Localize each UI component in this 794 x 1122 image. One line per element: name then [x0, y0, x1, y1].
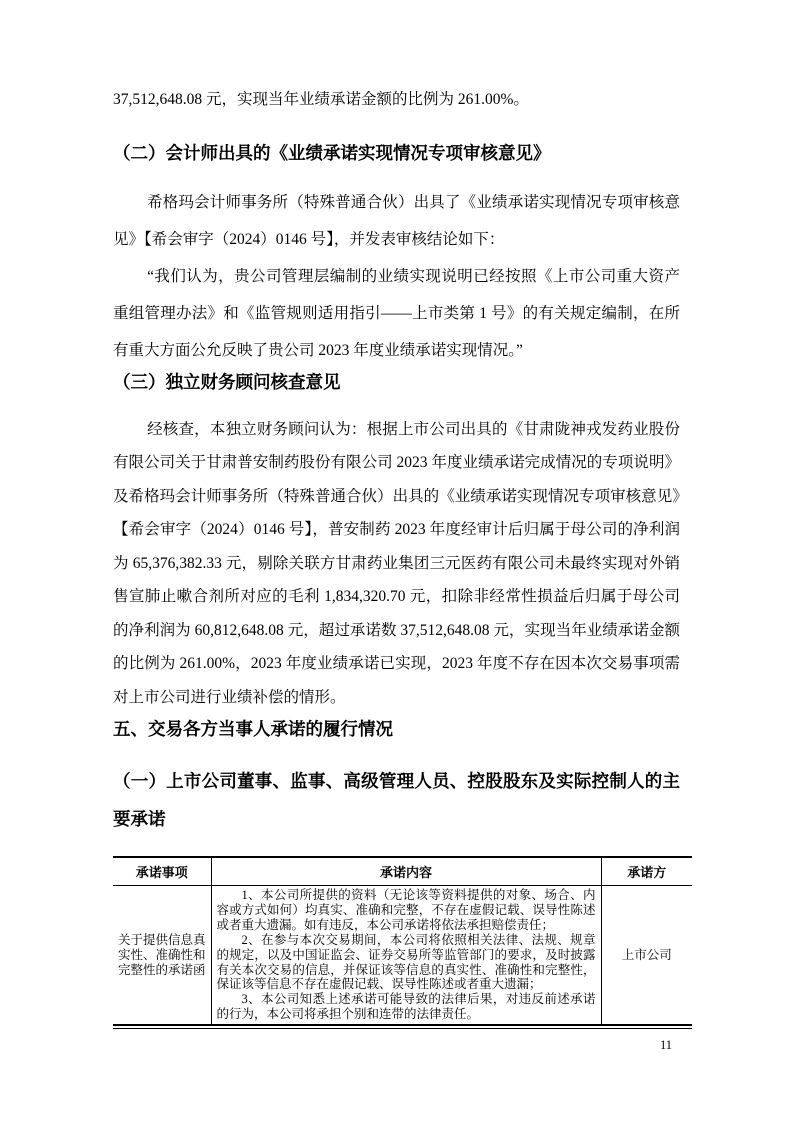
- page-number: 11: [660, 1038, 673, 1052]
- paragraph-audit-quote: “我们认为，贵公司管理层编制的业绩实现说明已经按照《上市公司重大资产重组管理办法》和《监管规则适用指引——上市类第 1 号》的有关规定编制，在所有重大方面公允反映了贵公司 2023 年度业绩承诺实现情况。”: [113, 268, 680, 359]
- commitments-table-wrapper: [113, 856, 692, 1029]
- cell-commitment-content: [211, 886, 601, 1026]
- commitments-table: [113, 856, 692, 1026]
- table-row: [113, 886, 692, 1026]
- column-header-commitment-party: 承诺方: [601, 857, 692, 886]
- column-header-commitment-content: 承诺内容: [211, 857, 601, 886]
- heading-section-3: （三）独立财务顾问核查意见: [113, 372, 341, 392]
- heading-section-2: （二）会计师出具的《业绩承诺实现情况专项审核意见》: [113, 143, 551, 163]
- paragraph-continuation: 37,512,648.08 元，实现当年业绩承诺金额的比例为 261.00%。: [113, 91, 529, 108]
- paragraph-accountant: 希格玛会计师事务所（特殊普通合伙）出具了《业绩承诺实现情况专项审核意见》【希会审字（2024）0146 号】，并发表审核结论如下：: [113, 194, 680, 248]
- commitment-clause-2: 2、在参与本次交易期间，本公司将依照相关法律、法规、规章的规定，以及中国证监会、证券交易所等监管部门的要求，及时披露有关本次交易的信息，并保证该等信息的真实性、准确性和完整性，保证该等信息不存在虚假记载、误导性陈述或者重大遗漏；: [216, 932, 596, 992]
- commitment-clause-3: 3、本公司知悉上述承诺可能导致的法律后果，对违反前述承诺的行为，本公司将承担个别和连带的法律责任。: [216, 992, 596, 1022]
- heading-section-5-sub-1: （一）上市公司董事、监事、高级管理人员、控股股东及实际控制人的主要承诺: [113, 771, 680, 829]
- commitment-clause-1: 1、本公司所提供的资料（无论该等资料提供的对象、场合、内容或方式如何）均真实、准确和完整，不存在虚假记载、误导性陈述或者重大遗漏。如有违反，本公司承诺将依法承担赔偿责任；: [216, 888, 596, 932]
- cell-commitment-item: 关于提供信息真实性、准确性和完整性的承诺函: [118, 932, 206, 977]
- cell-commitment-party: 上市公司: [601, 886, 692, 1026]
- heading-section-5: 五、交易各方当事人承诺的履行情况: [113, 719, 393, 739]
- paragraph-financial-advisor-opinion: 经核查，本独立财务顾问认为：根据上市公司出具的《甘肃陇神戎发药业股份有限公司关于甘肃普安制药股份有限公司 2023 年度业绩承诺完成情况的专项说明》及希格玛会计师事务所（特殊普通合伙）出具的《业绩承诺实现情况专项审核意见》【希会审字（2024）0146 号】，普安制药 2023 年度经审计后归属于母公司的净利润为 65,376,382.33 元，剔除关联方甘肃药业集团三元医药有限公司未最终实现对外销售宣肺止嗽合剂所对应的毛利 1,834,320.70 元，扣除非经常性损益后归属于母公司的净利润为 60,812,648.08 元，超过承诺数 37,512,648.08 元，实现当年业绩承诺金额的比例为 261.00%，2023 年度业绩承诺已实现，2023 年度不存在因本次交易事项需对上市公司进行业绩补偿的情形。: [113, 420, 680, 706]
- column-header-commitment-item: 承诺事项: [113, 857, 211, 886]
- table-header-row: [113, 857, 692, 886]
